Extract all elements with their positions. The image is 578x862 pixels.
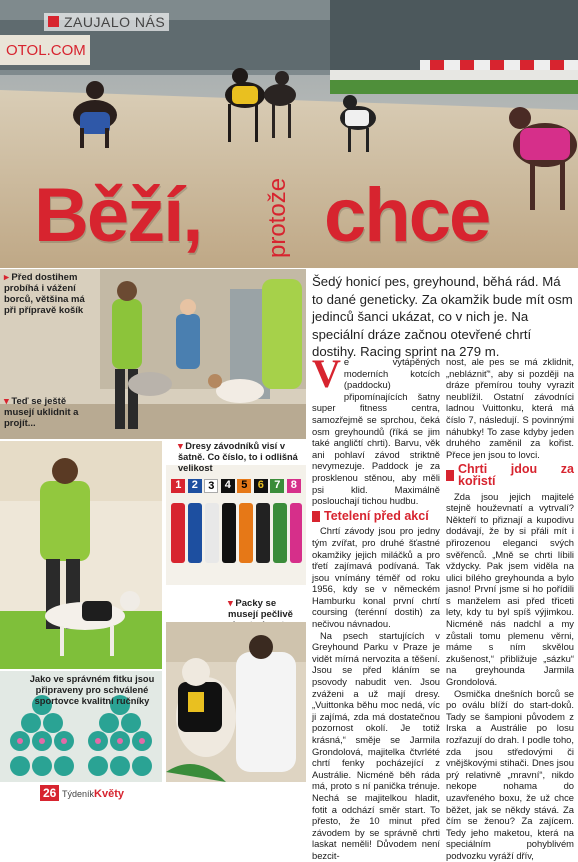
paragraph: nost, ale pes se má zklidnit, „neblázniť“, aby si později na dráze přemírou touhy vyrazit neublížil. Ostatní závodníci ladnou Vuittonku, která má číslo 7, následují. S povinnými náhubky! To zase kdyby jeden druhého zaměnil za kořist. Přece jen jsou to lovci. [446, 356, 574, 460]
section-tag-label: ZAUJALO NÁS [64, 14, 166, 30]
caption-weighing-text: Před dostihem probíhá i vážení borců, většina má při přípravě košík [4, 272, 85, 316]
paws-check-scene [166, 622, 306, 782]
subheading-square-icon [446, 470, 454, 481]
jersey-number-8: 8 [287, 479, 301, 493]
page-number: 26 [40, 785, 59, 801]
subheading-tetelení [312, 508, 440, 523]
article-lead: Šedý honicí pes, greyhound, běhá rád. Má to dané geneticky. Za okamžik bude mít osm jedinců šanci ukázat, co v nich je. Na speciální dráze začnou otevřené chrtí dostihy. Racing sprint na 279 m. [312, 274, 573, 359]
brand-name: Květy [94, 788, 124, 800]
caption-jerseys [178, 441, 306, 474]
caption-arrow-icon: ▾ [178, 441, 183, 451]
caption-towels [22, 674, 162, 707]
caption-towels-text: Jako ve správném fitku jsou připraveny pro schválené sportovce kvalitní ručníky [29, 674, 155, 706]
section-tag [44, 13, 169, 31]
paragraph: Zda jsou jejich majitelé stejně houževnatí a vytrvalí? Někteří to přiznají a kupodivu dodávají, že by si přáli mít i přirozenou eleganci svých svěřenců. „Mně se chrti líbili vždycky. Pak jsem viděla na ulici bílého greyhounda a bylo jasno! První jsme si ho pořídili s manželem asi před třiceti lety, kdy tu byl spíš výjimkou. Nicméně nás nadchl a my zůstali tomu plemenu věrni, máme s ním skvělou zkušenost,“ přibližuje „sázku“ na greyhounda Jarmila Grondolová. [446, 490, 574, 688]
jersey-number-7: 7 [270, 479, 284, 493]
jersey-number-6: 6 [254, 479, 268, 493]
jersey-number-1: 1 [171, 479, 185, 493]
jersey-number-3: 3 [204, 479, 218, 493]
headline-word-3: chce [324, 173, 490, 258]
caption-arrow-icon: ▸ [4, 272, 9, 283]
photo-jerseys [166, 465, 306, 585]
photo-paws-check [166, 622, 306, 782]
caption-arrow-icon: ▾ [4, 396, 9, 407]
subheading-text: Chrti jdou za kořistí [458, 462, 574, 488]
brand-prefix: Týdeník [62, 789, 95, 799]
caption-paws-text: Packy se musejí pečlivě [228, 598, 293, 620]
caption-arrow-icon: ▾ [228, 598, 233, 609]
article-column-1 [312, 351, 440, 862]
walking-dog-scene [0, 441, 162, 669]
magazine-brand [62, 788, 124, 800]
jersey-number-2: 2 [188, 479, 202, 493]
banner-text: OTOL.COM [6, 42, 86, 59]
paragraph: Chrtí závody jsou pro jedny tým zvířat, pro druhé šťastné okamžiky jejich miláčků a pro třetí zajímavá podívaná. Tak jsou vnímány téměř od roku 1956, kdy se v německém Hamburku konal první chrtí coursing (terénní dostih) za nečivou návnadou. [312, 525, 440, 630]
paragraph: Osmička dnešních borců se po oválu blíží do start-doků. Tady se šampioni původem z Irska a Austrálie po losu rozřazují do drah. I podle toho, zda jsou středovými či vnějškovými stihači. Dnes jsou prý relativně „mravní“, nikdo nekope nohama do uzavřeného boxu, že už chce běžet, jak se někdy stává. Za čím se ženou? Za zajícem. Tedy jeho maketou, která na speciálním pohyblivém podvozku vyráží dřív, [446, 687, 574, 861]
drop-cap: V [312, 351, 341, 396]
section-tag-square-icon [48, 16, 59, 27]
subheading-square-icon [312, 511, 320, 522]
paragraph: Na psech startujících v Greyhound Parku v Praze je vidět mírná nervozita a těšení. Jsou se před kláním se psovody nabudit ven. Jsou zváženi a už mají dresy. „Vuittonka běhu moc nedá, víc ji zajímá, zda má dostatečnou pozornost okolí. Je totiž krásná,“ směje se Jarmila Grondolová, majitelka čtvrlété chrtí fenky pocházející z Austrálie. Nicméně běh ráda má, proto s ní panička trénuje. Nechá se majitelkou hladit, fotit a odchází směr start. To přesto, že 10 minut před závodem by se správně chrti laskat neměli! Důvodem není bezcit- [312, 629, 440, 861]
paragraph [312, 351, 440, 507]
article-column-2 [446, 356, 574, 862]
caption-walk [4, 396, 84, 429]
headline-word-1: Běží, [34, 173, 202, 258]
caption-walk-text: Teď se ještě musejí uklidnit a projít... [4, 396, 79, 429]
jersey-number-4: 4 [221, 479, 235, 493]
headline-word-2: protože [264, 177, 291, 258]
jersey-number-5: 5 [237, 479, 251, 493]
paragraph-text: e vytápěných moderních kotcích (paddocku) připomínajících šatny super fitness centra, samozřejmě se sprchou, čeká osm greyhoundů (říká se jim také angličtí chrti). Barvu, věk ani pohlaví závod striktně nevymezuje. Paddock je za prosklenou stěnou, aby měli psi klid. Maximálně poslouchají tichou hudbu. [312, 356, 440, 507]
jersey-rack [166, 493, 306, 583]
subheading-chrti [446, 464, 574, 487]
caption-weighing [4, 272, 90, 316]
subheading-text: Tetelení před akcí [324, 508, 429, 523]
caption-jerseys-text: Dresy závodníků visí v šatně. Co číslo, to i odlišná velikost [178, 441, 298, 473]
photo-walking-dog [0, 441, 162, 669]
